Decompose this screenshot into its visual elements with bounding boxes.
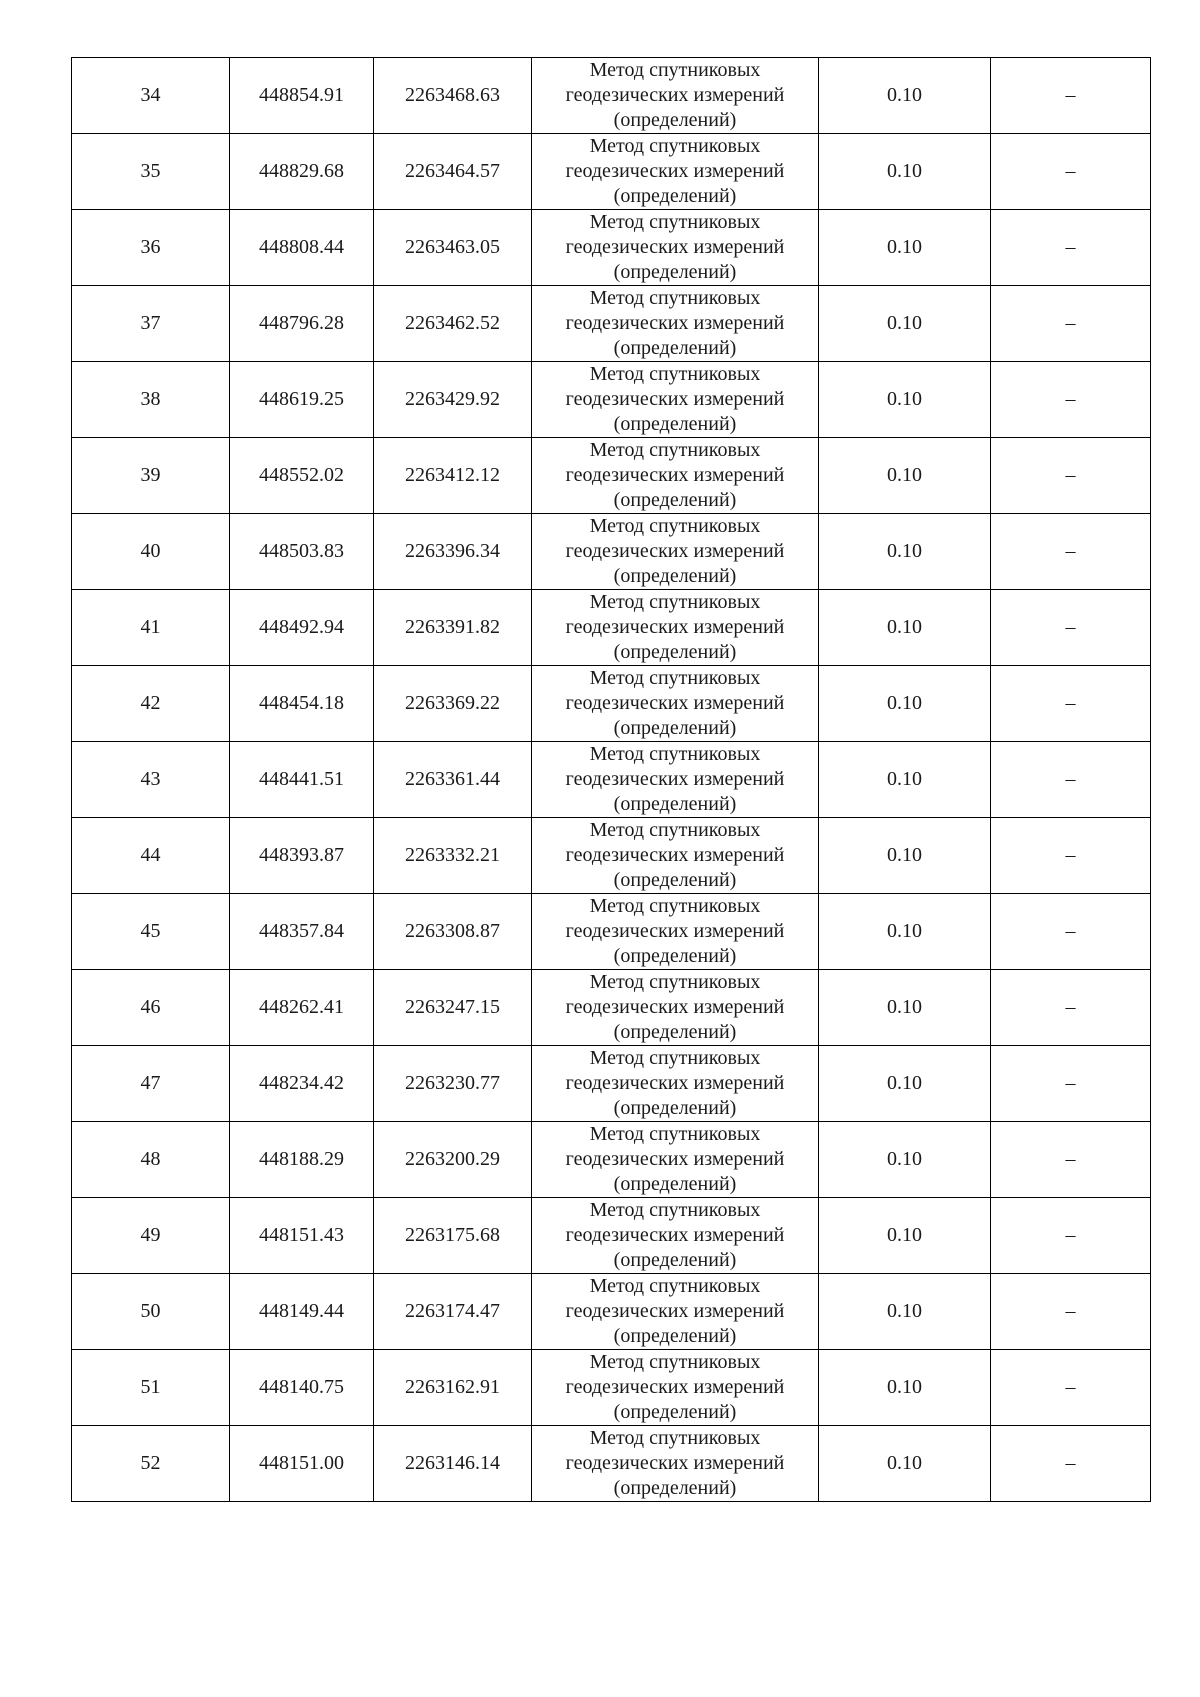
- method-line-3: (определений): [613, 109, 737, 131]
- x-coordinate-cell: [230, 286, 374, 362]
- note-value: –: [1065, 616, 1076, 638]
- point-number: 35: [140, 160, 161, 182]
- y-coordinate: 2263146.14: [405, 1452, 500, 1474]
- method-cell: [532, 590, 819, 666]
- method-line-2: геодезических измерений: [565, 844, 785, 866]
- y-coordinate: 2263247.15: [405, 996, 500, 1018]
- method-line-3: (определений): [613, 1021, 737, 1043]
- method-line-2: геодезических измерений: [565, 920, 785, 942]
- note-value: –: [1065, 996, 1076, 1018]
- point-number-cell: [72, 818, 230, 894]
- accuracy-cell: [819, 362, 991, 438]
- note-value: –: [1065, 540, 1076, 562]
- method-line-1: Метод спутниковых: [589, 971, 761, 993]
- method-line-3: (определений): [613, 489, 737, 511]
- method-line-3: (определений): [613, 793, 737, 815]
- method-cell: [532, 134, 819, 210]
- point-number-cell: [72, 742, 230, 818]
- x-coordinate: 448188.29: [259, 1148, 344, 1170]
- point-number: 41: [140, 616, 161, 638]
- point-number: 37: [140, 312, 161, 334]
- table-row: [72, 590, 1151, 666]
- y-coordinate-cell: [374, 1426, 532, 1502]
- accuracy-value: 0.10: [887, 1300, 922, 1322]
- method-line-2: геодезических измерений: [565, 540, 785, 562]
- point-number: 52: [140, 1452, 161, 1474]
- accuracy-value: 0.10: [887, 160, 922, 182]
- table-row: [72, 58, 1151, 134]
- note-cell: [991, 1046, 1151, 1122]
- point-number: 36: [140, 236, 161, 258]
- point-number-cell: [72, 894, 230, 970]
- accuracy-value: 0.10: [887, 540, 922, 562]
- method-line-2: геодезических измерений: [565, 84, 785, 106]
- table-row: [72, 362, 1151, 438]
- method-line-3: (определений): [613, 717, 737, 739]
- point-number-cell: [72, 1122, 230, 1198]
- method-line-2: геодезических измерений: [565, 464, 785, 486]
- x-coordinate-cell: [230, 1274, 374, 1350]
- x-coordinate: 448829.68: [259, 160, 344, 182]
- table-row: [72, 514, 1151, 590]
- method-cell: [532, 286, 819, 362]
- accuracy-cell: [819, 818, 991, 894]
- method-line-3: (определений): [613, 565, 737, 587]
- note-cell: [991, 1426, 1151, 1502]
- method-line-1: Метод спутниковых: [589, 895, 761, 917]
- note-value: –: [1065, 84, 1076, 106]
- table-row: [72, 742, 1151, 818]
- y-coordinate: 2263468.63: [405, 84, 500, 106]
- method-cell: [532, 818, 819, 894]
- note-value: –: [1065, 1148, 1076, 1170]
- y-coordinate-cell: [374, 742, 532, 818]
- accuracy-cell: [819, 1198, 991, 1274]
- note-value: –: [1065, 388, 1076, 410]
- accuracy-value: 0.10: [887, 768, 922, 790]
- note-value: –: [1065, 692, 1076, 714]
- y-coordinate: 2263463.05: [405, 236, 500, 258]
- point-number: 48: [140, 1148, 161, 1170]
- method-line-2: геодезических измерений: [565, 692, 785, 714]
- x-coordinate: 448503.83: [259, 540, 344, 562]
- method-line-3: (определений): [613, 261, 737, 283]
- y-coordinate-cell: [374, 1122, 532, 1198]
- note-cell: [991, 970, 1151, 1046]
- method-line-2: геодезических измерений: [565, 1300, 785, 1322]
- note-cell: [991, 514, 1151, 590]
- method-line-1: Метод спутниковых: [589, 1047, 761, 1069]
- x-coordinate: 448149.44: [259, 1300, 344, 1322]
- y-coordinate: 2263462.52: [405, 312, 500, 334]
- y-coordinate: 2263369.22: [405, 692, 500, 714]
- table-row: [72, 1198, 1151, 1274]
- note-cell: [991, 590, 1151, 666]
- method-line-1: Метод спутниковых: [589, 819, 761, 841]
- point-number-cell: [72, 970, 230, 1046]
- x-coordinate: 448552.02: [259, 464, 344, 486]
- accuracy-value: 0.10: [887, 1072, 922, 1094]
- note-cell: [991, 894, 1151, 970]
- method-line-1: Метод спутниковых: [589, 211, 761, 233]
- method-line-2: геодезических измерений: [565, 996, 785, 1018]
- point-number-cell: [72, 1350, 230, 1426]
- accuracy-value: 0.10: [887, 1376, 922, 1398]
- point-number-cell: [72, 58, 230, 134]
- point-number: 46: [140, 996, 161, 1018]
- point-number: 34: [140, 84, 161, 106]
- y-coordinate-cell: [374, 438, 532, 514]
- x-coordinate-cell: [230, 1046, 374, 1122]
- accuracy-cell: [819, 1350, 991, 1426]
- x-coordinate-cell: [230, 1198, 374, 1274]
- note-cell: [991, 210, 1151, 286]
- y-coordinate: 2263162.91: [405, 1376, 500, 1398]
- coordinates-table: [71, 57, 1151, 1502]
- y-coordinate-cell: [374, 362, 532, 438]
- point-number: 49: [140, 1224, 161, 1246]
- table-row: [72, 1350, 1151, 1426]
- table-row: [72, 1274, 1151, 1350]
- method-line-3: (определений): [613, 1249, 737, 1271]
- method-line-2: геодезических измерений: [565, 1072, 785, 1094]
- x-coordinate-cell: [230, 1122, 374, 1198]
- y-coordinate-cell: [374, 970, 532, 1046]
- method-line-3: (определений): [613, 869, 737, 891]
- method-line-2: геодезических измерений: [565, 1376, 785, 1398]
- method-line-2: геодезических измерений: [565, 388, 785, 410]
- method-line-3: (определений): [613, 337, 737, 359]
- method-line-3: (определений): [613, 185, 737, 207]
- note-value: –: [1065, 464, 1076, 486]
- note-value: –: [1065, 920, 1076, 942]
- method-line-1: Метод спутниковых: [589, 1351, 761, 1373]
- method-line-3: (определений): [613, 1097, 737, 1119]
- method-line-2: геодезических измерений: [565, 1452, 785, 1474]
- y-coordinate-cell: [374, 818, 532, 894]
- method-cell: [532, 1426, 819, 1502]
- accuracy-cell: [819, 590, 991, 666]
- method-line-1: Метод спутниковых: [589, 743, 761, 765]
- point-number-cell: [72, 1274, 230, 1350]
- method-cell: [532, 742, 819, 818]
- x-coordinate: 448151.43: [259, 1224, 344, 1246]
- y-coordinate-cell: [374, 590, 532, 666]
- x-coordinate-cell: [230, 666, 374, 742]
- note-value: –: [1065, 1300, 1076, 1322]
- table-row: [72, 666, 1151, 742]
- x-coordinate: 448262.41: [259, 996, 344, 1018]
- y-coordinate-cell: [374, 666, 532, 742]
- note-cell: [991, 58, 1151, 134]
- method-line-2: геодезических измерений: [565, 236, 785, 258]
- accuracy-value: 0.10: [887, 692, 922, 714]
- note-cell: [991, 818, 1151, 894]
- method-line-3: (определений): [613, 1325, 737, 1347]
- accuracy-cell: [819, 58, 991, 134]
- point-number: 40: [140, 540, 161, 562]
- y-coordinate-cell: [374, 210, 532, 286]
- accuracy-value: 0.10: [887, 84, 922, 106]
- accuracy-value: 0.10: [887, 1452, 922, 1474]
- table-row: [72, 1122, 1151, 1198]
- accuracy-value: 0.10: [887, 844, 922, 866]
- accuracy-cell: [819, 894, 991, 970]
- x-coordinate-cell: [230, 362, 374, 438]
- note-cell: [991, 286, 1151, 362]
- point-number: 43: [140, 768, 161, 790]
- point-number: 38: [140, 388, 161, 410]
- note-value: –: [1065, 312, 1076, 334]
- x-coordinate: 448441.51: [259, 768, 344, 790]
- coordinates-table-body: [72, 58, 1151, 1502]
- method-cell: [532, 1198, 819, 1274]
- method-cell: [532, 362, 819, 438]
- y-coordinate: 2263200.29: [405, 1148, 500, 1170]
- x-coordinate-cell: [230, 590, 374, 666]
- y-coordinate: 2263429.92: [405, 388, 500, 410]
- accuracy-cell: [819, 742, 991, 818]
- x-coordinate: 448234.42: [259, 1072, 344, 1094]
- accuracy-cell: [819, 438, 991, 514]
- accuracy-cell: [819, 514, 991, 590]
- point-number: 50: [140, 1300, 161, 1322]
- accuracy-value: 0.10: [887, 236, 922, 258]
- method-cell: [532, 1122, 819, 1198]
- note-value: –: [1065, 1376, 1076, 1398]
- point-number-cell: [72, 666, 230, 742]
- point-number-cell: [72, 590, 230, 666]
- x-coordinate-cell: [230, 970, 374, 1046]
- method-line-3: (определений): [613, 1401, 737, 1423]
- method-line-2: геодезических измерений: [565, 1224, 785, 1246]
- accuracy-cell: [819, 1046, 991, 1122]
- x-coordinate: 448492.94: [259, 616, 344, 638]
- x-coordinate-cell: [230, 1350, 374, 1426]
- method-cell: [532, 210, 819, 286]
- method-line-1: Метод спутниковых: [589, 515, 761, 537]
- note-value: –: [1065, 1072, 1076, 1094]
- x-coordinate: 448808.44: [259, 236, 344, 258]
- accuracy-cell: [819, 134, 991, 210]
- table-row: [72, 818, 1151, 894]
- table-row: [72, 970, 1151, 1046]
- x-coordinate: 448140.75: [259, 1376, 344, 1398]
- method-line-1: Метод спутниковых: [589, 363, 761, 385]
- y-coordinate-cell: [374, 1274, 532, 1350]
- method-line-1: Метод спутниковых: [589, 439, 761, 461]
- method-line-1: Метод спутниковых: [589, 1275, 761, 1297]
- method-cell: [532, 1046, 819, 1122]
- x-coordinate-cell: [230, 134, 374, 210]
- table-row: [72, 894, 1151, 970]
- y-coordinate-cell: [374, 58, 532, 134]
- note-value: –: [1065, 1452, 1076, 1474]
- x-coordinate-cell: [230, 210, 374, 286]
- method-line-3: (определений): [613, 1173, 737, 1195]
- point-number: 42: [140, 692, 161, 714]
- point-number-cell: [72, 210, 230, 286]
- table-row: [72, 286, 1151, 362]
- point-number-cell: [72, 514, 230, 590]
- note-value: –: [1065, 768, 1076, 790]
- table-row: [72, 1046, 1151, 1122]
- y-coordinate-cell: [374, 1350, 532, 1426]
- method-line-1: Метод спутниковых: [589, 59, 761, 81]
- y-coordinate: 2263412.12: [405, 464, 500, 486]
- point-number-cell: [72, 362, 230, 438]
- method-cell: [532, 58, 819, 134]
- x-coordinate-cell: [230, 1426, 374, 1502]
- method-line-1: Метод спутниковых: [589, 1123, 761, 1145]
- accuracy-cell: [819, 210, 991, 286]
- note-cell: [991, 742, 1151, 818]
- point-number-cell: [72, 438, 230, 514]
- y-coordinate-cell: [374, 514, 532, 590]
- y-coordinate: 2263308.87: [405, 920, 500, 942]
- accuracy-cell: [819, 1274, 991, 1350]
- x-coordinate: 448854.91: [259, 84, 344, 106]
- method-line-2: геодезических измерений: [565, 1148, 785, 1170]
- method-cell: [532, 438, 819, 514]
- note-cell: [991, 438, 1151, 514]
- y-coordinate: 2263174.47: [405, 1300, 500, 1322]
- method-line-2: геодезических измерений: [565, 768, 785, 790]
- x-coordinate: 448619.25: [259, 388, 344, 410]
- note-value: –: [1065, 160, 1076, 182]
- accuracy-value: 0.10: [887, 312, 922, 334]
- accuracy-value: 0.10: [887, 388, 922, 410]
- note-value: –: [1065, 236, 1076, 258]
- table-row: [72, 210, 1151, 286]
- point-number-cell: [72, 1198, 230, 1274]
- point-number: 45: [140, 920, 161, 942]
- method-line-2: геодезических измерений: [565, 616, 785, 638]
- accuracy-cell: [819, 286, 991, 362]
- note-value: –: [1065, 1224, 1076, 1246]
- note-cell: [991, 134, 1151, 210]
- y-coordinate-cell: [374, 286, 532, 362]
- point-number-cell: [72, 134, 230, 210]
- y-coordinate-cell: [374, 1046, 532, 1122]
- accuracy-value: 0.10: [887, 616, 922, 638]
- accuracy-value: 0.10: [887, 1224, 922, 1246]
- method-line-3: (определений): [613, 945, 737, 967]
- method-cell: [532, 1350, 819, 1426]
- table-row: [72, 438, 1151, 514]
- method-line-1: Метод спутниковых: [589, 667, 761, 689]
- accuracy-value: 0.10: [887, 1148, 922, 1170]
- method-cell: [532, 1274, 819, 1350]
- x-coordinate-cell: [230, 438, 374, 514]
- method-cell: [532, 666, 819, 742]
- y-coordinate: 2263332.21: [405, 844, 500, 866]
- x-coordinate-cell: [230, 894, 374, 970]
- note-cell: [991, 1198, 1151, 1274]
- point-number: 51: [140, 1376, 161, 1398]
- note-cell: [991, 666, 1151, 742]
- x-coordinate: 448454.18: [259, 692, 344, 714]
- x-coordinate: 448393.87: [259, 844, 344, 866]
- method-cell: [532, 514, 819, 590]
- method-line-3: (определений): [613, 413, 737, 435]
- y-coordinate: 2263361.44: [405, 768, 500, 790]
- x-coordinate: 448796.28: [259, 312, 344, 334]
- y-coordinate-cell: [374, 1198, 532, 1274]
- method-line-1: Метод спутниковых: [589, 135, 761, 157]
- method-cell: [532, 970, 819, 1046]
- y-coordinate-cell: [374, 894, 532, 970]
- point-number: 44: [140, 844, 161, 866]
- x-coordinate-cell: [230, 58, 374, 134]
- note-value: –: [1065, 844, 1076, 866]
- x-coordinate: 448357.84: [259, 920, 344, 942]
- note-cell: [991, 1122, 1151, 1198]
- x-coordinate-cell: [230, 742, 374, 818]
- note-cell: [991, 362, 1151, 438]
- accuracy-cell: [819, 1426, 991, 1502]
- y-coordinate: 2263175.68: [405, 1224, 500, 1246]
- y-coordinate: 2263396.34: [405, 540, 500, 562]
- method-line-2: геодезических измерений: [565, 312, 785, 334]
- accuracy-cell: [819, 666, 991, 742]
- table-row: [72, 134, 1151, 210]
- x-coordinate-cell: [230, 818, 374, 894]
- y-coordinate: 2263391.82: [405, 616, 500, 638]
- accuracy-value: 0.10: [887, 996, 922, 1018]
- accuracy-value: 0.10: [887, 464, 922, 486]
- x-coordinate-cell: [230, 514, 374, 590]
- accuracy-cell: [819, 1122, 991, 1198]
- x-coordinate: 448151.00: [259, 1452, 344, 1474]
- y-coordinate: 2263464.57: [405, 160, 500, 182]
- point-number-cell: [72, 286, 230, 362]
- method-line-3: (определений): [613, 1477, 737, 1499]
- method-line-1: Метод спутниковых: [589, 1427, 761, 1449]
- note-cell: [991, 1274, 1151, 1350]
- table-row: [72, 1426, 1151, 1502]
- y-coordinate-cell: [374, 134, 532, 210]
- method-line-1: Метод спутниковых: [589, 1199, 761, 1221]
- point-number-cell: [72, 1426, 230, 1502]
- method-line-2: геодезических измерений: [565, 160, 785, 182]
- method-line-1: Метод спутниковых: [589, 287, 761, 309]
- method-line-3: (определений): [613, 641, 737, 663]
- point-number-cell: [72, 1046, 230, 1122]
- accuracy-cell: [819, 970, 991, 1046]
- accuracy-value: 0.10: [887, 920, 922, 942]
- method-cell: [532, 894, 819, 970]
- y-coordinate: 2263230.77: [405, 1072, 500, 1094]
- method-line-1: Метод спутниковых: [589, 591, 761, 613]
- note-cell: [991, 1350, 1151, 1426]
- point-number: 39: [140, 464, 161, 486]
- point-number: 47: [140, 1072, 161, 1094]
